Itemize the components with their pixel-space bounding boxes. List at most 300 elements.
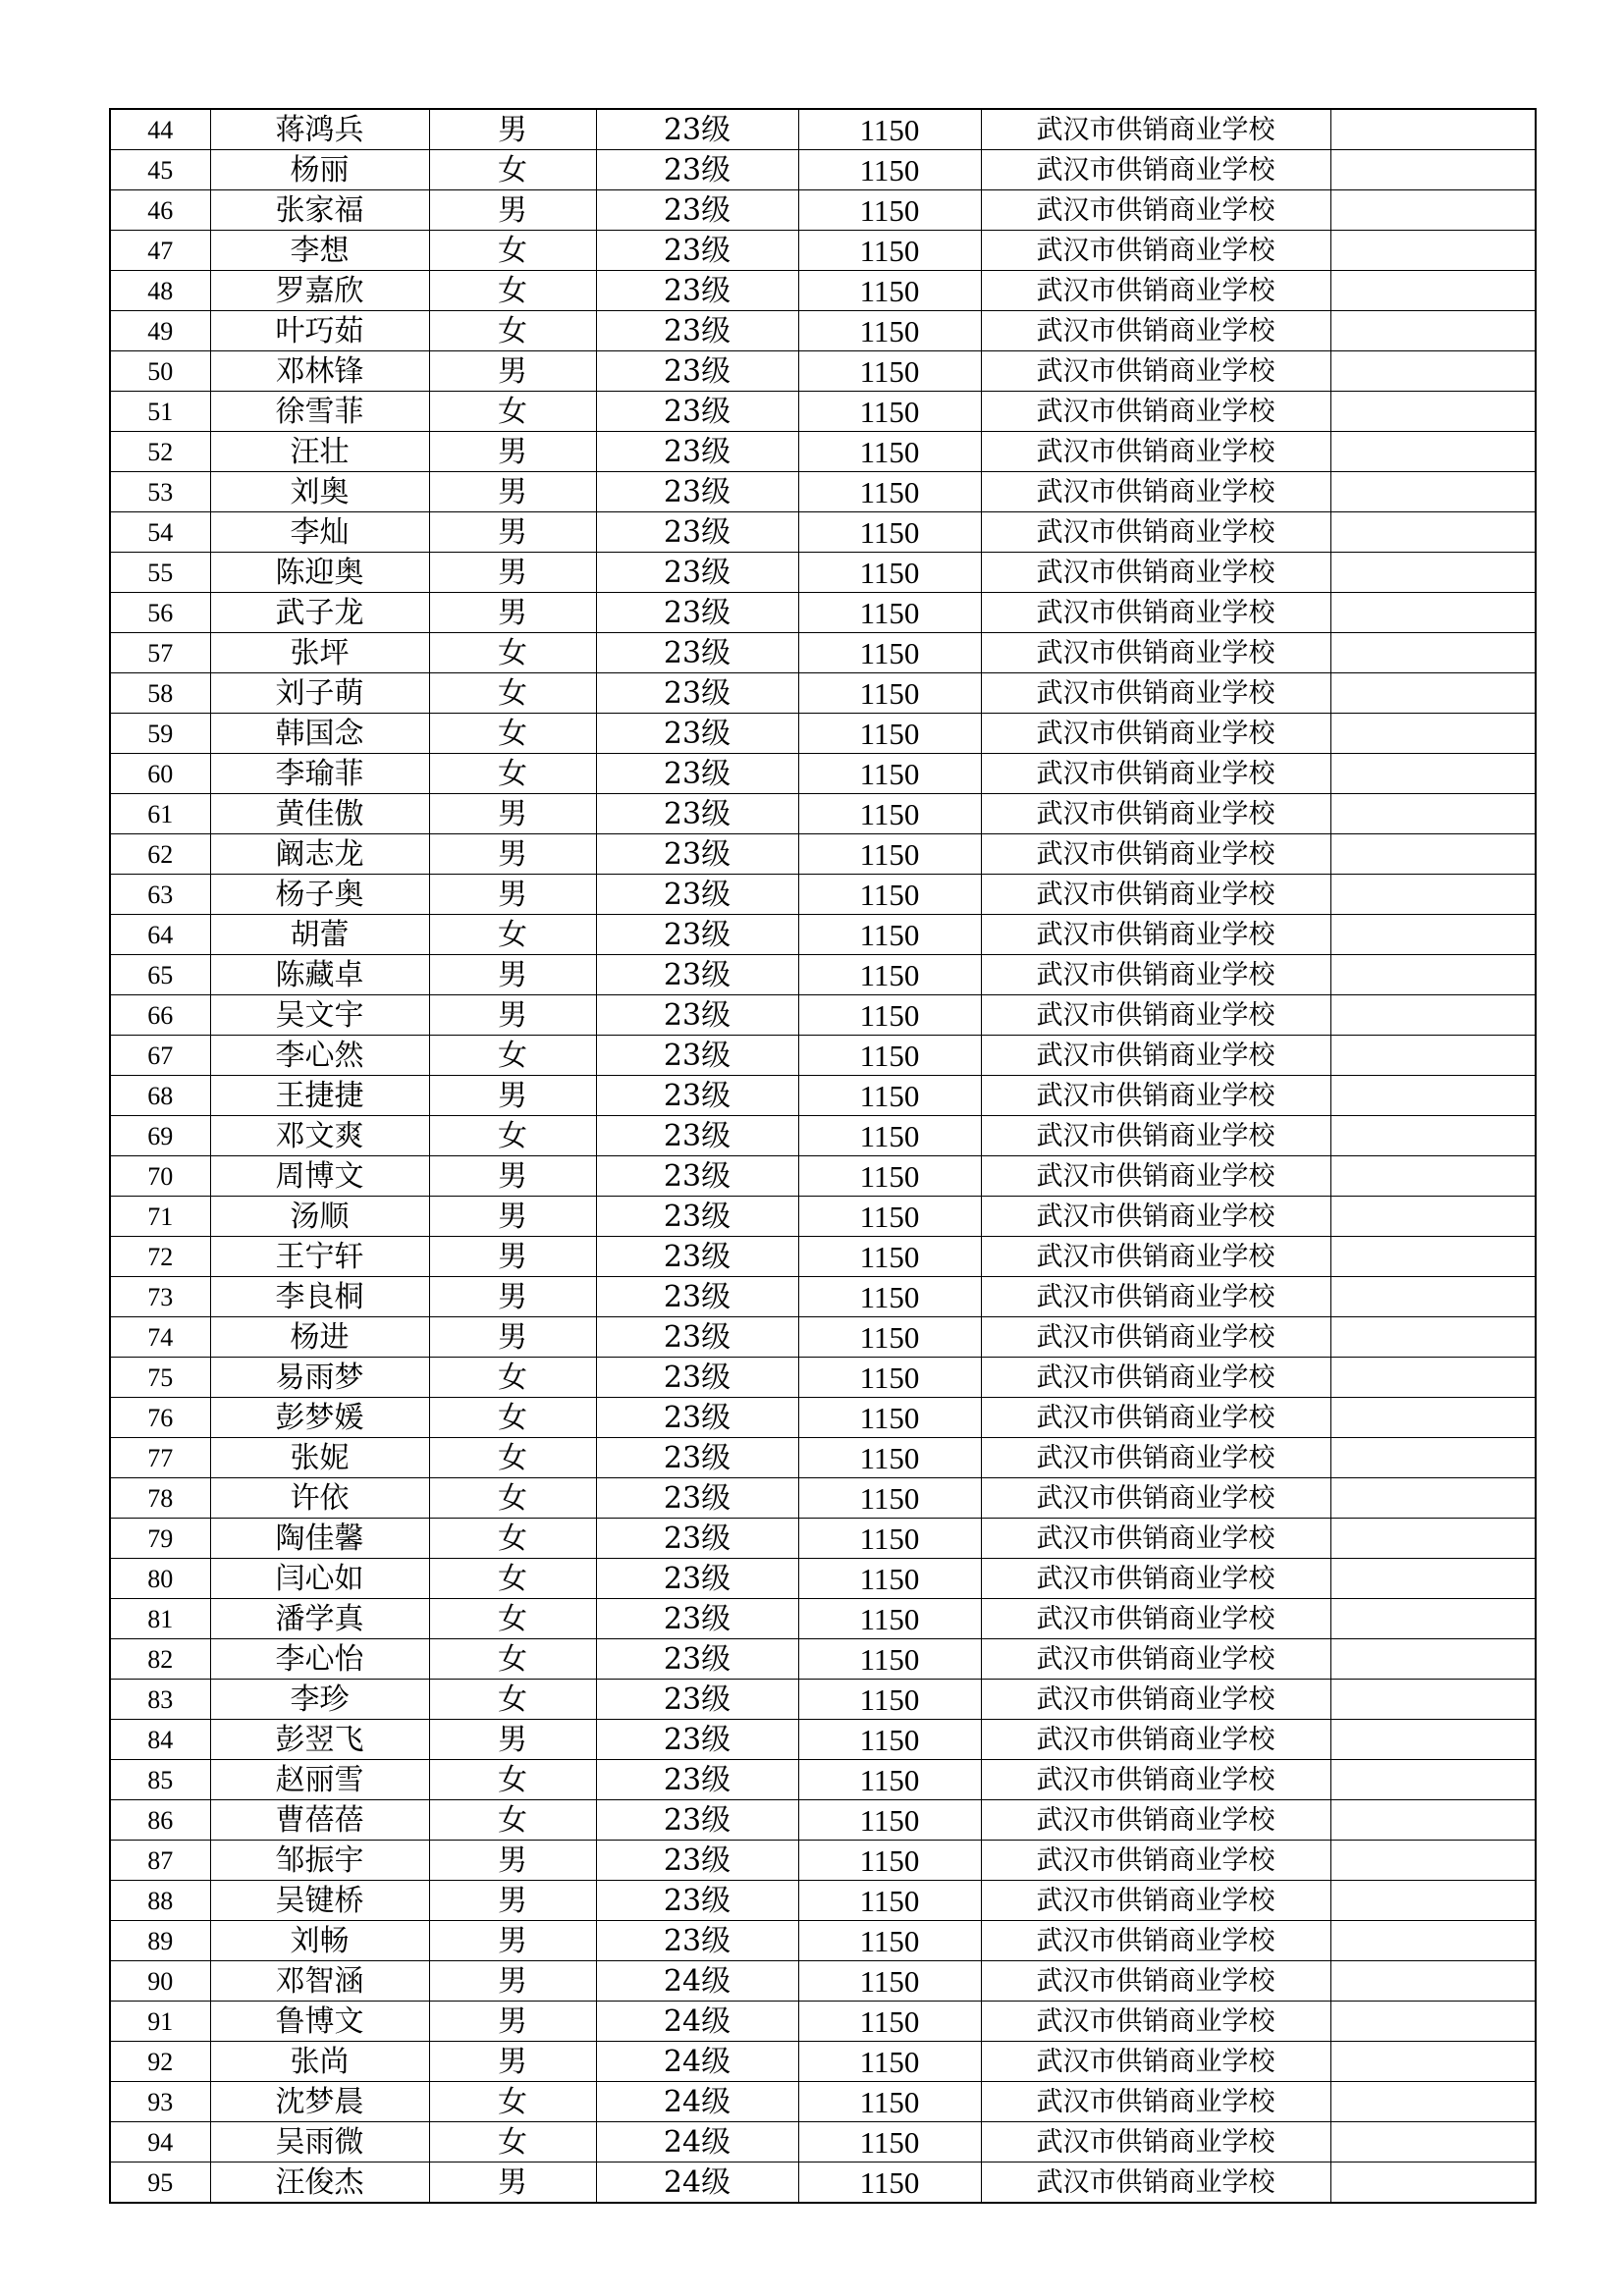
student-name-cell: 武子龙 <box>210 593 429 633</box>
table-row <box>110 2002 1536 2042</box>
amount-cell: 1150 <box>798 1156 981 1197</box>
grade-cell: 23级 <box>596 150 798 190</box>
grade-cell: 23级 <box>596 1921 798 1961</box>
school-name-cell: 武汉市供销商业学校 <box>981 271 1330 311</box>
student-name-cell: 陶佳馨 <box>210 1519 429 1559</box>
school-name-cell: 武汉市供销商业学校 <box>981 1720 1330 1760</box>
row-number-cell: 59 <box>110 714 210 754</box>
amount-cell: 1150 <box>798 1237 981 1277</box>
table-row <box>110 794 1536 834</box>
school-name-cell: 武汉市供销商业学校 <box>981 1438 1330 1478</box>
student-name-cell: 汪俊杰 <box>210 2163 429 2204</box>
school-name-cell: 武汉市供销商业学校 <box>981 1599 1330 1639</box>
table-row <box>110 915 1536 955</box>
gender-cell: 男 <box>429 1961 596 2002</box>
amount-cell: 1150 <box>798 1398 981 1438</box>
gender-cell: 女 <box>429 1639 596 1680</box>
row-number-cell: 49 <box>110 311 210 351</box>
grade-cell: 23级 <box>596 1076 798 1116</box>
school-name-cell: 武汉市供销商业学校 <box>981 512 1330 553</box>
school-name-cell: 武汉市供销商业学校 <box>981 794 1330 834</box>
student-name-cell: 李珍 <box>210 1680 429 1720</box>
note-cell <box>1330 1438 1536 1478</box>
table-row <box>110 231 1536 271</box>
table-row <box>110 1317 1536 1358</box>
grade-cell: 23级 <box>596 1519 798 1559</box>
row-number-cell: 74 <box>110 1317 210 1358</box>
student-name-cell: 李瑜菲 <box>210 754 429 794</box>
table-row <box>110 673 1536 714</box>
student-name-cell: 邓文爽 <box>210 1116 429 1156</box>
note-cell <box>1330 1680 1536 1720</box>
student-name-cell: 张妮 <box>210 1438 429 1478</box>
row-number-cell: 72 <box>110 1237 210 1277</box>
row-number-cell: 65 <box>110 955 210 995</box>
amount-cell: 1150 <box>798 472 981 512</box>
student-name-cell: 张尚 <box>210 2042 429 2082</box>
student-name-cell: 赵丽雪 <box>210 1760 429 1800</box>
student-name-cell: 杨丽 <box>210 150 429 190</box>
school-name-cell: 武汉市供销商业学校 <box>981 553 1330 593</box>
row-number-cell: 44 <box>110 109 210 150</box>
amount-cell: 1150 <box>798 553 981 593</box>
note-cell <box>1330 1921 1536 1961</box>
gender-cell: 男 <box>429 2002 596 2042</box>
amount-cell: 1150 <box>798 1680 981 1720</box>
amount-cell: 1150 <box>798 1720 981 1760</box>
grade-cell: 24级 <box>596 2163 798 2204</box>
grade-cell: 23级 <box>596 1720 798 1760</box>
grade-cell: 23级 <box>596 714 798 754</box>
amount-cell: 1150 <box>798 1961 981 2002</box>
school-name-cell: 武汉市供销商业学校 <box>981 714 1330 754</box>
grade-cell: 23级 <box>596 1156 798 1197</box>
row-number-cell: 66 <box>110 995 210 1036</box>
row-number-cell: 76 <box>110 1398 210 1438</box>
grade-cell: 23级 <box>596 311 798 351</box>
amount-cell: 1150 <box>798 714 981 754</box>
student-name-cell: 周博文 <box>210 1156 429 1197</box>
amount-cell: 1150 <box>798 432 981 472</box>
table-row <box>110 1720 1536 1760</box>
student-name-cell: 李心怡 <box>210 1639 429 1680</box>
row-number-cell: 91 <box>110 2002 210 2042</box>
student-list-table <box>109 108 1537 2204</box>
grade-cell: 23级 <box>596 271 798 311</box>
gender-cell: 男 <box>429 109 596 150</box>
amount-cell: 1150 <box>798 955 981 995</box>
gender-cell: 女 <box>429 1760 596 1800</box>
note-cell <box>1330 633 1536 673</box>
row-number-cell: 45 <box>110 150 210 190</box>
student-name-cell: 李想 <box>210 231 429 271</box>
student-name-cell: 罗嘉欣 <box>210 271 429 311</box>
gender-cell: 男 <box>429 1237 596 1277</box>
row-number-cell: 50 <box>110 351 210 392</box>
note-cell <box>1330 1197 1536 1237</box>
gender-cell: 女 <box>429 1438 596 1478</box>
school-name-cell: 武汉市供销商业学校 <box>981 955 1330 995</box>
amount-cell: 1150 <box>798 190 981 231</box>
school-name-cell: 武汉市供销商业学校 <box>981 1317 1330 1358</box>
grade-cell: 23级 <box>596 1116 798 1156</box>
school-name-cell: 武汉市供销商业学校 <box>981 1036 1330 1076</box>
student-name-cell: 鲁博文 <box>210 2002 429 2042</box>
row-number-cell: 90 <box>110 1961 210 2002</box>
row-number-cell: 85 <box>110 1760 210 1800</box>
row-number-cell: 93 <box>110 2082 210 2122</box>
gender-cell: 女 <box>429 1116 596 1156</box>
amount-cell: 1150 <box>798 1076 981 1116</box>
note-cell <box>1330 1760 1536 1800</box>
row-number-cell: 94 <box>110 2122 210 2163</box>
school-name-cell: 武汉市供销商业学校 <box>981 472 1330 512</box>
table-row <box>110 1358 1536 1398</box>
note-cell <box>1330 2163 1536 2204</box>
student-name-cell: 胡蕾 <box>210 915 429 955</box>
amount-cell: 1150 <box>798 1800 981 1841</box>
student-name-cell: 邓智涵 <box>210 1961 429 2002</box>
grade-cell: 23级 <box>596 754 798 794</box>
gender-cell: 女 <box>429 311 596 351</box>
school-name-cell: 武汉市供销商业学校 <box>981 1237 1330 1277</box>
school-name-cell: 武汉市供销商业学校 <box>981 1076 1330 1116</box>
row-number-cell: 80 <box>110 1559 210 1599</box>
table-row <box>110 593 1536 633</box>
student-name-cell: 徐雪菲 <box>210 392 429 432</box>
gender-cell: 男 <box>429 995 596 1036</box>
grade-cell: 23级 <box>596 512 798 553</box>
student-name-cell: 易雨梦 <box>210 1358 429 1398</box>
amount-cell: 1150 <box>798 1277 981 1317</box>
school-name-cell: 武汉市供销商业学校 <box>981 231 1330 271</box>
row-number-cell: 81 <box>110 1599 210 1639</box>
grade-cell: 24级 <box>596 2042 798 2082</box>
row-number-cell: 55 <box>110 553 210 593</box>
student-name-cell: 邹振宇 <box>210 1841 429 1881</box>
row-number-cell: 48 <box>110 271 210 311</box>
note-cell <box>1330 1559 1536 1599</box>
row-number-cell: 89 <box>110 1921 210 1961</box>
grade-cell: 23级 <box>596 1639 798 1680</box>
gender-cell: 男 <box>429 1720 596 1760</box>
note-cell <box>1330 834 1536 875</box>
school-name-cell: 武汉市供销商业学校 <box>981 351 1330 392</box>
school-name-cell: 武汉市供销商业学校 <box>981 150 1330 190</box>
gender-cell: 男 <box>429 553 596 593</box>
school-name-cell: 武汉市供销商业学校 <box>981 875 1330 915</box>
row-number-cell: 46 <box>110 190 210 231</box>
grade-cell: 23级 <box>596 553 798 593</box>
table-row <box>110 1961 1536 2002</box>
student-name-cell: 张坪 <box>210 633 429 673</box>
school-name-cell: 武汉市供销商业学校 <box>981 1841 1330 1881</box>
note-cell <box>1330 794 1536 834</box>
table-row <box>110 1116 1536 1156</box>
row-number-cell: 47 <box>110 231 210 271</box>
student-name-cell: 曹蓓蓓 <box>210 1800 429 1841</box>
amount-cell: 1150 <box>798 2082 981 2122</box>
row-number-cell: 70 <box>110 1156 210 1197</box>
student-name-cell: 刘子萌 <box>210 673 429 714</box>
student-name-cell: 潘学真 <box>210 1599 429 1639</box>
school-name-cell: 武汉市供销商业学校 <box>981 2042 1330 2082</box>
gender-cell: 男 <box>429 955 596 995</box>
gender-cell: 男 <box>429 834 596 875</box>
note-cell <box>1330 673 1536 714</box>
note-cell <box>1330 1156 1536 1197</box>
student-name-cell: 蒋鸿兵 <box>210 109 429 150</box>
gender-cell: 男 <box>429 512 596 553</box>
grade-cell: 23级 <box>596 1881 798 1921</box>
gender-cell: 男 <box>429 1921 596 1961</box>
grade-cell: 23级 <box>596 1599 798 1639</box>
row-number-cell: 86 <box>110 1800 210 1841</box>
grade-cell: 23级 <box>596 351 798 392</box>
table-row <box>110 1760 1536 1800</box>
school-name-cell: 武汉市供销商业学校 <box>981 392 1330 432</box>
row-number-cell: 60 <box>110 754 210 794</box>
grade-cell: 23级 <box>596 1237 798 1277</box>
table-row <box>110 633 1536 673</box>
grade-cell: 23级 <box>596 995 798 1036</box>
row-number-cell: 56 <box>110 593 210 633</box>
student-name-cell: 王捷捷 <box>210 1076 429 1116</box>
row-number-cell: 67 <box>110 1036 210 1076</box>
gender-cell: 女 <box>429 673 596 714</box>
note-cell <box>1330 1800 1536 1841</box>
grade-cell: 23级 <box>596 190 798 231</box>
gender-cell: 女 <box>429 1036 596 1076</box>
amount-cell: 1150 <box>798 1478 981 1519</box>
amount-cell: 1150 <box>798 1881 981 1921</box>
amount-cell: 1150 <box>798 1841 981 1881</box>
gender-cell: 女 <box>429 1398 596 1438</box>
table-row <box>110 1156 1536 1197</box>
grade-cell: 23级 <box>596 1438 798 1478</box>
gender-cell: 男 <box>429 1881 596 1921</box>
gender-cell: 女 <box>429 1800 596 1841</box>
school-name-cell: 武汉市供销商业学校 <box>981 1358 1330 1398</box>
grade-cell: 23级 <box>596 955 798 995</box>
gender-cell: 男 <box>429 875 596 915</box>
note-cell <box>1330 1961 1536 2002</box>
note-cell <box>1330 1639 1536 1680</box>
gender-cell: 女 <box>429 915 596 955</box>
gender-cell: 男 <box>429 1841 596 1881</box>
student-name-cell: 王宁轩 <box>210 1237 429 1277</box>
gender-cell: 女 <box>429 1358 596 1398</box>
amount-cell: 1150 <box>798 1639 981 1680</box>
gender-cell: 男 <box>429 1076 596 1116</box>
grade-cell: 23级 <box>596 1398 798 1438</box>
student-name-cell: 叶巧茹 <box>210 311 429 351</box>
note-cell <box>1330 1036 1536 1076</box>
note-cell <box>1330 1478 1536 1519</box>
student-name-cell: 闫心如 <box>210 1559 429 1599</box>
school-name-cell: 武汉市供销商业学校 <box>981 593 1330 633</box>
row-number-cell: 88 <box>110 1881 210 1921</box>
table-row <box>110 875 1536 915</box>
row-number-cell: 64 <box>110 915 210 955</box>
table-row <box>110 1197 1536 1237</box>
row-number-cell: 95 <box>110 2163 210 2204</box>
school-name-cell: 武汉市供销商业学校 <box>981 1197 1330 1237</box>
amount-cell: 1150 <box>798 351 981 392</box>
amount-cell: 1150 <box>798 2042 981 2082</box>
gender-cell: 男 <box>429 794 596 834</box>
gender-cell: 女 <box>429 231 596 271</box>
row-number-cell: 69 <box>110 1116 210 1156</box>
student-name-cell: 陈藏卓 <box>210 955 429 995</box>
row-number-cell: 51 <box>110 392 210 432</box>
gender-cell: 女 <box>429 1599 596 1639</box>
amount-cell: 1150 <box>798 1599 981 1639</box>
student-name-cell: 李心然 <box>210 1036 429 1076</box>
student-name-cell: 邓林锋 <box>210 351 429 392</box>
school-name-cell: 武汉市供销商业学校 <box>981 1921 1330 1961</box>
amount-cell: 1150 <box>798 1116 981 1156</box>
school-name-cell: 武汉市供销商业学校 <box>981 311 1330 351</box>
row-number-cell: 77 <box>110 1438 210 1478</box>
school-name-cell: 武汉市供销商业学校 <box>981 995 1330 1036</box>
gender-cell: 男 <box>429 1156 596 1197</box>
amount-cell: 1150 <box>798 1317 981 1358</box>
amount-cell: 1150 <box>798 633 981 673</box>
student-name-cell: 汪壮 <box>210 432 429 472</box>
row-number-cell: 61 <box>110 794 210 834</box>
school-name-cell: 武汉市供销商业学校 <box>981 834 1330 875</box>
row-number-cell: 87 <box>110 1841 210 1881</box>
student-name-cell: 杨子奥 <box>210 875 429 915</box>
amount-cell: 1150 <box>798 1438 981 1478</box>
table-row <box>110 754 1536 794</box>
grade-cell: 23级 <box>596 1680 798 1720</box>
school-name-cell: 武汉市供销商业学校 <box>981 633 1330 673</box>
note-cell <box>1330 472 1536 512</box>
grade-cell: 23级 <box>596 633 798 673</box>
school-name-cell: 武汉市供销商业学校 <box>981 1519 1330 1559</box>
table-row <box>110 714 1536 754</box>
note-cell <box>1330 955 1536 995</box>
student-name-cell: 黄佳傲 <box>210 794 429 834</box>
school-name-cell: 武汉市供销商业学校 <box>981 109 1330 150</box>
row-number-cell: 75 <box>110 1358 210 1398</box>
row-number-cell: 63 <box>110 875 210 915</box>
school-name-cell: 武汉市供销商业学校 <box>981 1156 1330 1197</box>
school-name-cell: 武汉市供销商业学校 <box>981 1116 1330 1156</box>
note-cell <box>1330 593 1536 633</box>
note-cell <box>1330 2042 1536 2082</box>
table-row <box>110 1478 1536 1519</box>
school-name-cell: 武汉市供销商业学校 <box>981 754 1330 794</box>
table-row <box>110 1800 1536 1841</box>
note-cell <box>1330 271 1536 311</box>
school-name-cell: 武汉市供销商业学校 <box>981 2082 1330 2122</box>
grade-cell: 23级 <box>596 392 798 432</box>
gender-cell: 女 <box>429 2122 596 2163</box>
row-number-cell: 84 <box>110 1720 210 1760</box>
gender-cell: 男 <box>429 593 596 633</box>
grade-cell: 23级 <box>596 834 798 875</box>
student-name-cell: 吴文宇 <box>210 995 429 1036</box>
gender-cell: 男 <box>429 472 596 512</box>
row-number-cell: 79 <box>110 1519 210 1559</box>
amount-cell: 1150 <box>798 593 981 633</box>
row-number-cell: 73 <box>110 1277 210 1317</box>
grade-cell: 23级 <box>596 432 798 472</box>
table-row <box>110 512 1536 553</box>
school-name-cell: 武汉市供销商业学校 <box>981 673 1330 714</box>
note-cell <box>1330 1841 1536 1881</box>
note-cell <box>1330 1317 1536 1358</box>
student-name-cell: 汤顺 <box>210 1197 429 1237</box>
student-name-cell: 许依 <box>210 1478 429 1519</box>
note-cell <box>1330 231 1536 271</box>
amount-cell: 1150 <box>798 915 981 955</box>
note-cell <box>1330 553 1536 593</box>
amount-cell: 1150 <box>798 1197 981 1237</box>
table-row <box>110 1438 1536 1478</box>
table-row <box>110 1237 1536 1277</box>
gender-cell: 男 <box>429 351 596 392</box>
row-number-cell: 53 <box>110 472 210 512</box>
table-row <box>110 1881 1536 1921</box>
grade-cell: 23级 <box>596 915 798 955</box>
row-number-cell: 62 <box>110 834 210 875</box>
student-name-cell: 韩国念 <box>210 714 429 754</box>
table-row <box>110 553 1536 593</box>
table-row <box>110 351 1536 392</box>
school-name-cell: 武汉市供销商业学校 <box>981 1478 1330 1519</box>
amount-cell: 1150 <box>798 673 981 714</box>
gender-cell: 女 <box>429 2082 596 2122</box>
row-number-cell: 58 <box>110 673 210 714</box>
table-row <box>110 2163 1536 2204</box>
table-row <box>110 1639 1536 1680</box>
note-cell <box>1330 1398 1536 1438</box>
table-row <box>110 392 1536 432</box>
amount-cell: 1150 <box>798 2122 981 2163</box>
gender-cell: 女 <box>429 1519 596 1559</box>
school-name-cell: 武汉市供销商业学校 <box>981 1800 1330 1841</box>
grade-cell: 23级 <box>596 673 798 714</box>
table-row <box>110 1559 1536 1599</box>
amount-cell: 1150 <box>798 1921 981 1961</box>
school-name-cell: 武汉市供销商业学校 <box>981 1639 1330 1680</box>
gender-cell: 女 <box>429 754 596 794</box>
table-row <box>110 995 1536 1036</box>
student-name-cell: 吴键桥 <box>210 1881 429 1921</box>
note-cell <box>1330 392 1536 432</box>
table-row <box>110 955 1536 995</box>
grade-cell: 23级 <box>596 1036 798 1076</box>
amount-cell: 1150 <box>798 995 981 1036</box>
amount-cell: 1150 <box>798 271 981 311</box>
row-number-cell: 78 <box>110 1478 210 1519</box>
note-cell <box>1330 714 1536 754</box>
grade-cell: 23级 <box>596 1760 798 1800</box>
note-cell <box>1330 915 1536 955</box>
note-cell <box>1330 432 1536 472</box>
gender-cell: 女 <box>429 392 596 432</box>
note-cell <box>1330 1237 1536 1277</box>
school-name-cell: 武汉市供销商业学校 <box>981 1277 1330 1317</box>
note-cell <box>1330 995 1536 1036</box>
grade-cell: 23级 <box>596 1317 798 1358</box>
note-cell <box>1330 109 1536 150</box>
note-cell <box>1330 1076 1536 1116</box>
